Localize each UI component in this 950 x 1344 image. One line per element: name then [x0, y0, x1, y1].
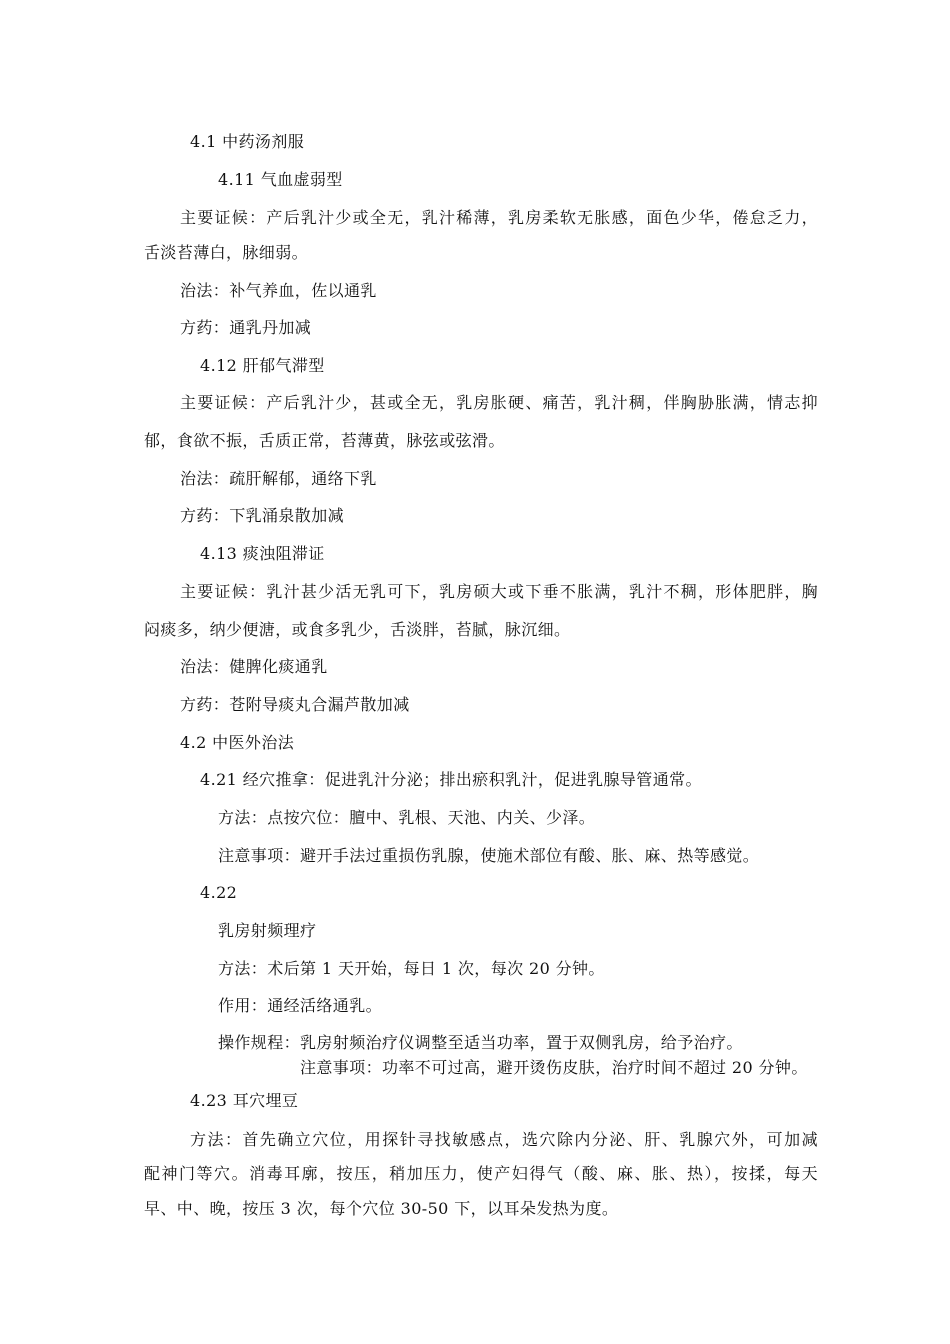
s12-method: 治法：疏肝解郁，通络下乳 — [180, 469, 377, 488]
s11-symptoms-line-2: 舌淡苔薄白，脉细弱。 — [144, 243, 309, 262]
subsection-heading-4-22: 4.22 — [200, 883, 238, 902]
s13-symptoms-line-2: 闷痰多，纳少便溏，或食多乳少，舌淡胖，苔腻，脉沉细。 — [144, 620, 571, 639]
s12-symptoms-line-2: 郁，食欲不振，舌质正常，苔薄黄，脉弦或弦滑。 — [144, 431, 505, 450]
s22-title: 乳房射频理疗 — [218, 921, 317, 940]
s11-formula: 方药：通乳丹加减 — [180, 318, 312, 337]
subsection-heading-4-21: 4.21 经穴推拿：促进乳汁分泌；排出瘀积乳汁，促进乳腺导管通常。 — [200, 770, 702, 789]
s22-notes: 注意事项：功率不可过高，避开烫伤皮肤，治疗时间不超过 20 分钟。 — [300, 1058, 808, 1077]
s11-symptoms-line-1: 主要证候：产后乳汁少或全无，乳汁稀薄，乳房柔软无胀感，面色少华，倦怠乏力， — [180, 208, 818, 227]
s22-method: 方法：术后第 1 天开始，每日 1 次，每次 20 分钟。 — [218, 959, 605, 978]
subsection-heading-4-11: 4.11 气血虚弱型 — [218, 170, 343, 189]
s23-method-line-2: 配神门等穴。消毒耳廓，按压，稍加压力，使产妇得气（酸、麻、胀、热），按揉，每天 — [144, 1164, 818, 1183]
s23-method-line-3: 早、中、晚，按压 3 次，每个穴位 30-50 下，以耳朵发热为度。 — [144, 1199, 619, 1218]
s21-notes: 注意事项：避开手法过重损伤乳腺，使施术部位有酸、胀、麻、热等感觉。 — [218, 846, 760, 865]
s12-formula: 方药：下乳涌泉散加减 — [180, 506, 345, 525]
subsection-heading-4-12: 4.12 肝郁气滞型 — [200, 356, 325, 375]
section-heading-4-2: 4.2 中医外治法 — [180, 733, 295, 752]
s21-method: 方法：点按穴位：膻中、乳根、天池、内关、少泽。 — [218, 808, 596, 827]
s13-method: 治法：健脾化痰通乳 — [180, 657, 328, 676]
s13-formula: 方药：苍附导痰丸合漏芦散加减 — [180, 695, 410, 714]
s22-procedure: 操作规程：乳房射频治疗仪调整至适当功率，置于双侧乳房，给予治疗。 — [218, 1033, 743, 1052]
s23-method-line-1: 方法：首先确立穴位，用探针寻找敏感点，选穴除内分泌、肝、乳腺穴外，可加减 — [190, 1130, 818, 1149]
s12-symptoms-line-1: 主要证候：产后乳汁少，甚或全无，乳房胀硬、痛苦，乳汁稠，伴胸胁胀满，情志抑 — [180, 393, 818, 412]
subsection-heading-4-23: 4.23 耳穴埋豆 — [190, 1091, 299, 1110]
s11-method: 治法：补气养血，佐以通乳 — [180, 281, 377, 300]
s22-effect: 作用：通经活络通乳。 — [218, 996, 383, 1015]
s13-symptoms-line-1: 主要证候：乳汁甚少活无乳可下，乳房硕大或下垂不胀满，乳汁不稠，形体肥胖，胸 — [180, 582, 818, 601]
subsection-heading-4-13: 4.13 痰浊阻滞证 — [200, 544, 325, 563]
section-heading-4-1: 4.1 中药汤剂服 — [190, 132, 305, 151]
